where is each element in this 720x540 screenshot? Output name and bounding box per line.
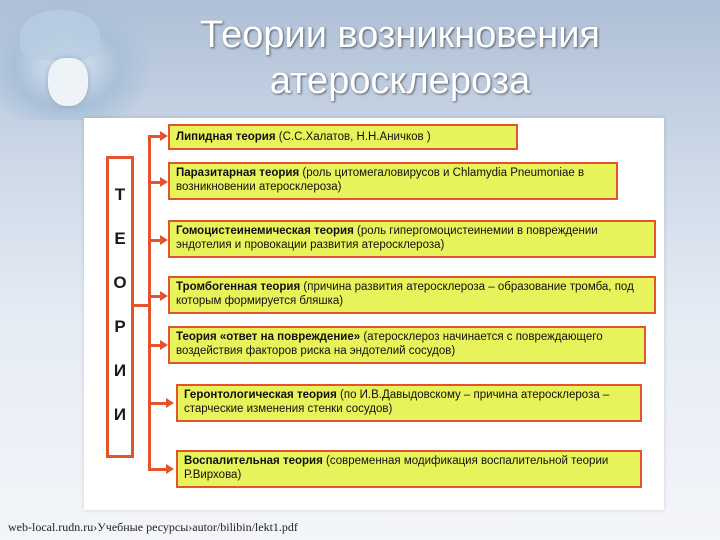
branch-line (148, 181, 160, 184)
branch-line (148, 239, 160, 242)
theory-box-thrombogenic (168, 276, 656, 314)
theory-desc: (по И.В.Давыдовскому – причина атеросклероза – старческие изменения стенки сосудов) (184, 389, 610, 415)
vertical-letter: Т (114, 185, 126, 204)
theory-desc: (роль гипергомоцистеинемии в повреждении эндотелия и провокации развития атеросклероза) (176, 225, 598, 251)
arrow-icon (160, 177, 168, 187)
arrow-icon (160, 291, 168, 301)
theory-desc: (С.С.Халатов, Н.Н.Аничков ) (275, 131, 431, 143)
theory-name: Теория «ответ на повреждение» (176, 331, 361, 343)
diagram-panel (84, 118, 664, 510)
branch-line (148, 295, 160, 298)
surgeon-mask (48, 58, 88, 106)
branch-line (148, 344, 160, 347)
theory-name: Гомоцистеинемическая теория (176, 225, 354, 237)
branch-line (148, 135, 160, 138)
theory-name: Воспалительная теория (184, 455, 323, 467)
surgeon-cap (20, 10, 100, 60)
theory-box-parasitic (168, 162, 618, 200)
theory-box-gerontological (176, 384, 642, 422)
theory-name: Липидная теория (176, 131, 276, 143)
arrow-icon (166, 464, 174, 474)
theory-box-inflammatory (176, 450, 642, 488)
vertical-letter: Е (114, 229, 126, 248)
vertical-word-box (106, 156, 134, 458)
theory-box-homocysteine (168, 220, 656, 258)
arrow-icon (160, 235, 168, 245)
spine-line (148, 136, 151, 470)
branch-line (148, 468, 166, 471)
vertical-letter: Р (114, 317, 126, 336)
theory-desc: (атеросклероз начинается с повреждающего воздействия факторов риска на эндотелий сосудов) (176, 331, 603, 357)
theory-desc: (причина развития атеросклероза – образование тромба, под которым формируется бляшка) (176, 281, 634, 307)
theory-box-injury-response (168, 326, 646, 364)
theory-desc: (роль цитомегаловирусов и Chlamydia Pneumoniae в возникновении атеросклероза) (176, 167, 585, 193)
theory-name: Геронтологическая теория (184, 389, 337, 401)
arrow-icon (166, 398, 174, 408)
theory-name: Тромбогенная теория (176, 281, 301, 293)
theory-desc: (современная модификация воспалительной теории Р.Вирхова) (184, 455, 609, 481)
source-link[interactable]: web-local.rudn.ru›Учебные ресурсы›autor/bilibin/lekt1.pdf (8, 520, 298, 534)
surgeon-photo (0, 0, 150, 120)
arrow-icon (160, 131, 168, 141)
theory-box-lipid (168, 124, 518, 150)
vertical-letter: И (113, 361, 127, 380)
branch-line (148, 402, 166, 405)
vertical-letter: О (113, 273, 127, 292)
connector-line (134, 304, 148, 307)
vertical-letter: И (113, 405, 127, 424)
theory-name: Паразитарная теория (176, 167, 300, 179)
arrow-icon (160, 340, 168, 350)
slide-title: Теории возникновения атеросклероза (199, 14, 601, 102)
